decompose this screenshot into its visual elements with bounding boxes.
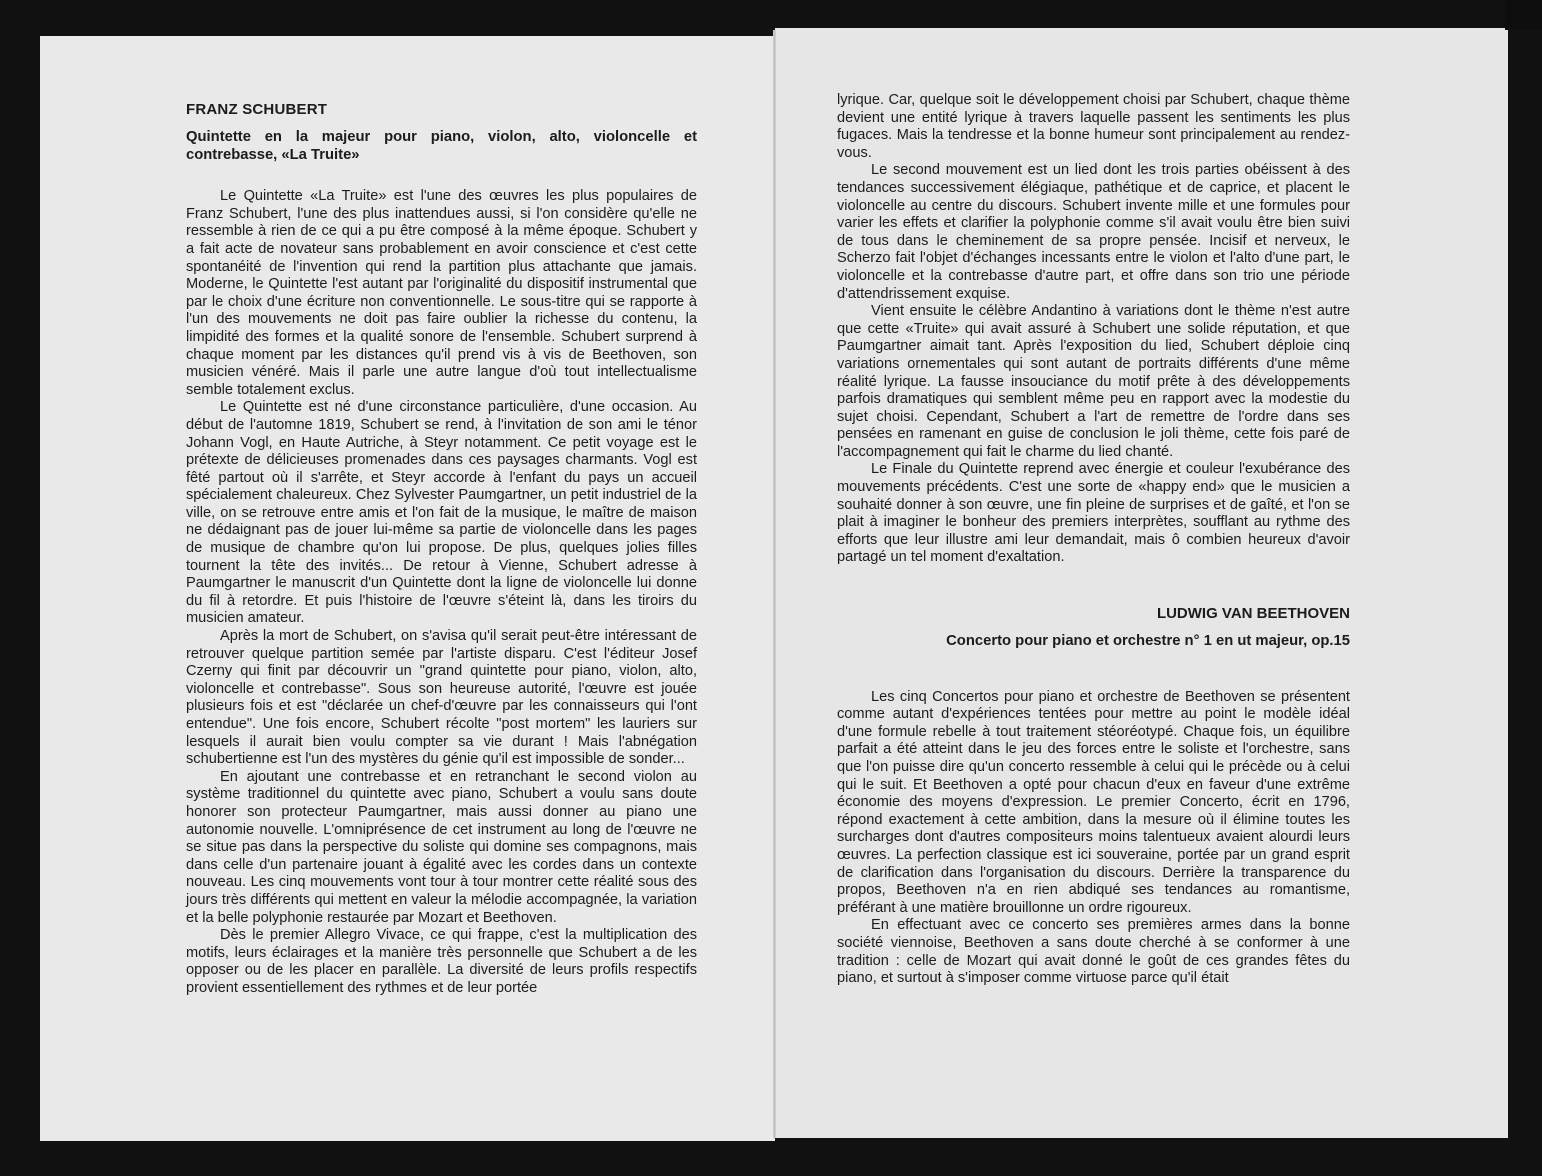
paragraph: Le Finale du Quintette reprend avec énergie et couleur l'exubérance des mouvements précédents. C'est une sorte de «happy end» que le musicien a souhaité donner à son œuvre, une fin pleine de surprises et de gaîté, et l'on se plait à imaginer le bonheur des premiers interprètes, soufflant au rythme des efforts que leur illustre ami leur demandait, mais ô combien heureux d'avoir partagé un tel moment d'exaltation. [837,461,1350,566]
right-column [837,92,1350,988]
paragraph: Après la mort de Schubert, on s'avisa qu'il serait peut-être intéressant de retrouver quelque partition semée par l'artiste disparu. C'est l'éditeur Josef Czerny qui finit par découvrir un "grand quintette pour piano, violon, alto, violoncelle et contrebasse". Sous son heureuse autorité, l'œuvre est jouée plusieurs fois et est "déclarée un chef-d'œuvre par les connaisseurs qui l'ont entendue". Une fois encore, Schubert récolte "post mortem" les lauriers sur lesquels il aurait bien voulu compter sa vie durant ! Mais l'abnégation schubertienne est l'un des mystères du génie qu'il est impossible de sonder... [186,628,697,768]
work-title: Quintette en la majeur pour piano, violon, alto, violoncelle et contrebasse, «La Truite» [186,129,697,163]
composer-heading: FRANZ SCHUBERT [186,101,328,118]
composer-heading: LUDWIG VAN BEETHOVEN [1156,605,1350,623]
scan-border [1505,0,1542,30]
paragraph: En effectuant avec ce concerto ses premières armes dans la bonne société viennoise, Beethoven a sans doute cherché à se conformer à une tradition : celle de Mozart qui avait donné le goût de ces grandes fêtes du piano, et surtout à s'imposer comme virtuose parce qu'il était [837,917,1350,987]
paragraph: Le Quintette «La Truite» est l'une des œuvres les plus populaires de Franz Schubert, l'une des plus inattendues aussi, si l'on considère qu'elle ne ressemble à rien de ce qui a pu être composé à la même époque. Schubert y a fait acte de novateur sans probablement en avoir conscience et c'est cette spontanéité de l'invention qui rend la partition plus attachante que jamais. Moderne, le Quintette l'est autant par l'originalité du dispositif instrumental que par le choix d'une écriture non conventionnelle. Le sous-titre qui se rapporte à l'un des mouvements ne doit pas faire oublier la richesse du contenu, la limpidité des formes et la qualité sonore de l'ensemble. Schubert surprend à chaque moment par les distances qu'il prend vis à vis de Beethoven, son musicien vénéré. Mais il parle une autre langue d'où tout intellectualisme semble totalement exclus. [186,188,697,398]
paragraph: Le second mouvement est un lied dont les trois parties obéissent à des tendances successivement élégiaque, pathétique et de caprice, et placent le violoncelle au centre du discours. Schubert invente mille et une formules pour varier les effets et clarifier la polyphonie comme s'il avait voulu être bien suivi de tous dans le cheminement de sa propre pensée. Incisif et nerveux, le Scherzo fait l'objet d'échanges incessants entre le violon et l'alto d'une part, le violoncelle et la contrebasse d'autre part, et offre dans son trio une période d'attendrissement exquise. [837,162,1350,302]
left-column [186,101,697,998]
work-title: Concerto pour piano et orchestre n° 1 en ut majeur, op.15 [946,633,1350,650]
paragraph: Dès le premier Allegro Vivace, ce qui frappe, c'est la multiplication des motifs, leurs éclairages et la manière très personnelle que Schubert a de les opposer ou de les placer en parallèle. La diversité de leurs profils respectifs provient essentiellement des rythmes et de leur portée [186,927,697,996]
paragraph: lyrique. Car, quelque soit le développement choisi par Schubert, chaque thème devient une entité lyrique à travers laquelle passent les sentiments les plus fugaces. Mais la tendresse et la bonne humeur sont principalement au rendez-vous. [837,92,1350,161]
paragraph: Le Quintette est né d'une circonstance particulière, d'une occasion. Au début de l'automne 1819, Schubert se rend, à l'invitation de son ami le ténor Johann Vogl, en Haute Autriche, à Steyr notamment. Ce petit voyage est le prétexte de délicieuses promenades dans ces paysages charmants. Vogl est fêté partout où il s'arrête, et Steyr accorde à l'enfant du pays un accueil spécialement chaleureux. Chez Sylvester Paumgartner, un petit industriel de la ville, on se retrouve entre amis et l'on fait de la musique, le maître de maison ne dédaignant pas de jouer lui-même sa partie de violoncelle dans les pages de musique de chambre qu'on lui propose. De plus, quelques jolies filles tournent la tête des invités... De retour à Vienne, Schubert adresse à Paumgartner le manuscrit d'un Quintette dont la ligne de violoncelle lui donne du fil à retordre. Et puis l'histoire de l'œuvre s'éteint là, dans les tiroirs du musicien amateur. [186,399,697,627]
paragraph: Vient ensuite le célèbre Andantino à variations dont le thème n'est autre que cette «Truite» qui avait assuré à Schubert une solide réputation, et que Paumgartner aimait tant. Après l'exposition du lied, Schubert déploie cinq variations ornementales qui sont autant de portraits différents d'une même réalité lyrique. La fausse insouciance du motif prête à des développements parfois dramatiques qui semblent même peu en rapport avec la modestie du sujet choisi. Cependant, Schubert a l'art de remettre de l'ordre dans ses pensées en ramenant en guise de conclusion le joli thème, cette fois paré de l'accompagnement qui fait le charme du lied chanté. [837,303,1350,460]
paragraph: En ajoutant une contrebasse et en retranchant le second violon au système traditionnel du quintette avec piano, Schubert a voulu sans doute honorer son protecteur Paumgartner, mais aussi donner au piano une autonomie nouvelle. L'omniprésence de cet instrument au long de l'œuvre ne se situe pas dans la perspective du soliste qui domine ses compagnons, mais dans celle d'un partenaire jouant à égalité avec les cordes dans un contexte nouveau. Les cinq mouvements vont tour à tour montrer cette réalité sous des jours très différents qui mettent en valeur la mélodie accompagnée, la variation et la belle polyphonie restaurée par Mozart et Beethoven. [186,768,697,926]
paragraph: Les cinq Concertos pour piano et orchestre de Beethoven se présentent comme autant d'expériences tentées pour mettre au point le modèle idéal d'une formule rebelle à tout traitement stéoréotypé. Chaque fois, un équilibre parfait a été atteint dans le jeu des forces entre le soliste et l'orchestre, sans que l'on puisse dire qu'un concerto ressemble à celui qui le précède ou à celui qui le suit. Et Beethoven a opté pour chacun d'eux en faveur d'une extrême économie des moyens d'expression. Le premier Concerto, écrit en 1796, répond exactement à cette ambition, dans la mesure où il élimine toutes les surcharges dont d'autres compositeurs moins talentueux avaient alourdi leurs œuvres. La perfection classique est ici souveraine, portée par un grand esprit de clarification dans l'organisation du discours. Derrière la transparence du propos, Beethoven n'a en rien abdiqué ses tendances au romantisme, préférant à une matière brouillonne un ordre rigoureux. [837,688,1350,916]
page-fold [773,30,776,1138]
